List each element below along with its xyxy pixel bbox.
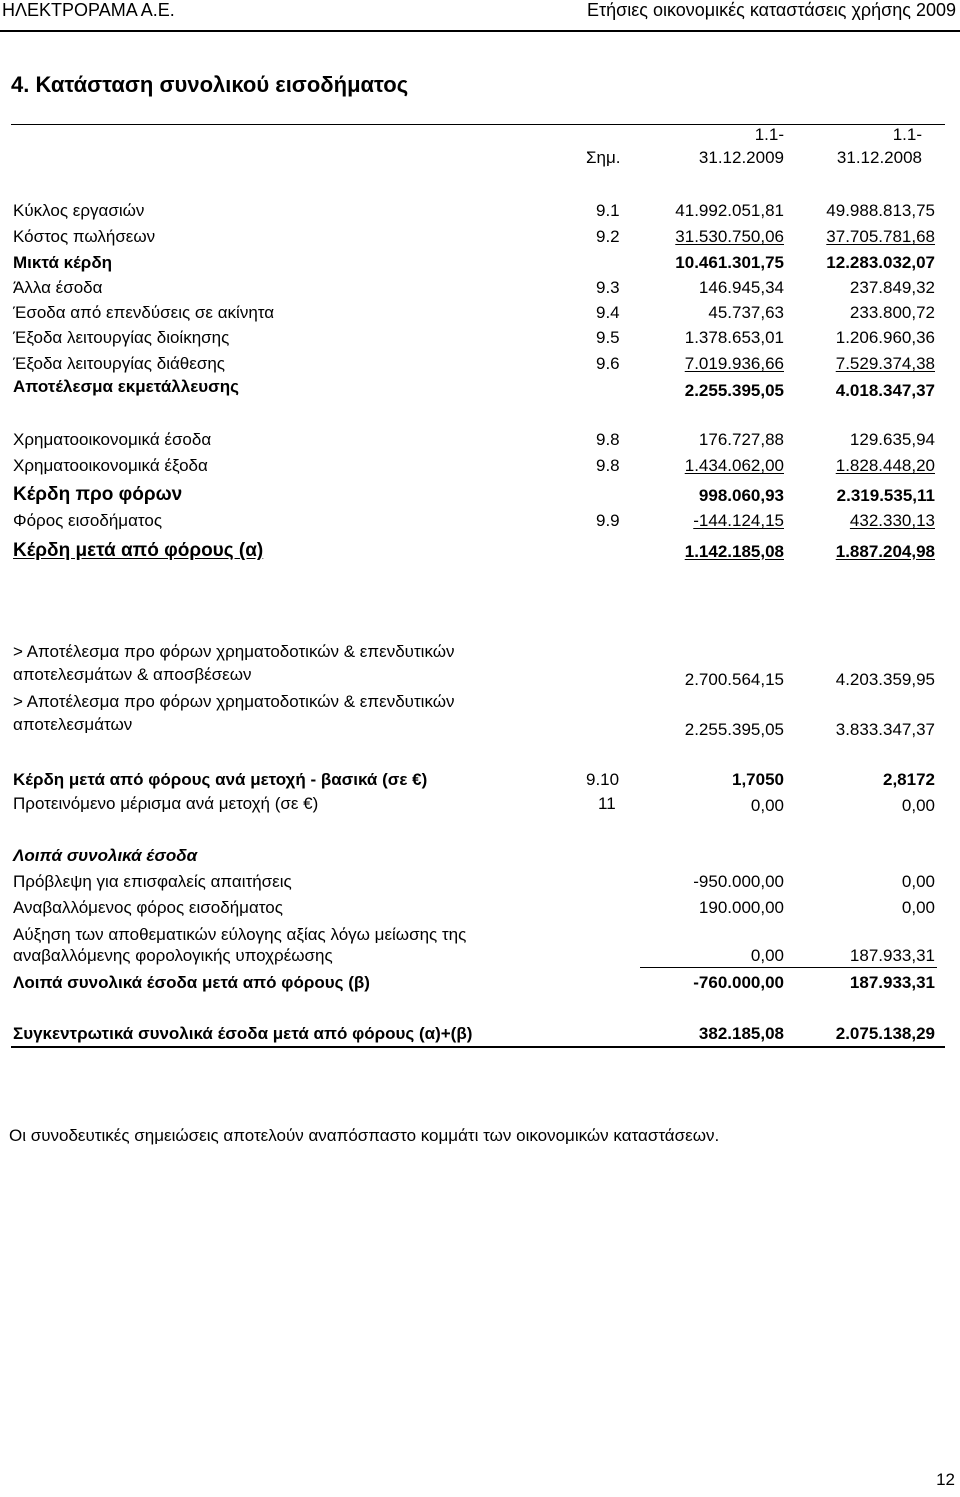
row-note: 9.5: [596, 328, 620, 347]
oci-subtotal-rule: [640, 967, 937, 968]
row-label: Κόστος πωλήσεων: [13, 227, 156, 246]
row-note: 9.6: [596, 354, 620, 373]
grand-total-2009: 382.185,08: [698, 1024, 784, 1043]
oci-row-value-2009: 190.000,00: [698, 898, 784, 917]
row-note: 9.8: [596, 430, 620, 449]
ebit-value-2008: 3.833.347,37: [835, 720, 935, 739]
row-value-2009: 146.945,34: [698, 278, 784, 297]
row-value-2009: 998.060,93: [698, 486, 784, 505]
report-title: Ετήσιες οικονομικές καταστάσεις χρήσης 2009: [587, 0, 956, 20]
row-note: 9.9: [596, 511, 620, 530]
row-value-2009: 31.530.750,06: [675, 227, 784, 246]
dividend-value-2009: 0,00: [750, 796, 784, 815]
row-value-2009: -144.124,15: [693, 511, 784, 530]
row-label: Χρηματοοικονομικά έσοδα: [13, 430, 212, 449]
grand-total-2008: 2.075.138,29: [835, 1024, 935, 1043]
row-value-2008: 7.529.374,38: [835, 354, 935, 373]
row-value-2008: 2.319.535,11: [836, 486, 935, 505]
row-label: Έσοδα από επενδύσεις σε ακίνητα: [13, 303, 275, 322]
col-2008-header-line2: 31.12.2008: [836, 148, 922, 167]
row-label: Κέρδη μετά από φόρους (α): [13, 540, 264, 561]
eps-note: 9.10: [586, 770, 620, 789]
row-value-2008: 233.800,72: [849, 303, 935, 322]
dividend-label: Προτεινόμενο μέρισμα ανά μετοχή (σε €): [13, 794, 319, 813]
oci-row-label-line1: Αύξηση των αποθεματικών εύλογης αξίας λόγω μείωσης της: [13, 925, 467, 944]
row-value-2008: 49.988.813,75: [826, 201, 935, 220]
row-value-2009: 10.461.301,75: [675, 253, 784, 272]
row-value-2009: 41.992.051,81: [675, 201, 784, 220]
row-note: 9.8: [596, 456, 620, 475]
col-note-header: Σημ.: [586, 148, 621, 167]
row-label: Αποτέλεσμα εκμετάλλευσης: [13, 377, 240, 396]
col-2008-header-line1: 1.1-: [892, 125, 922, 144]
row-note: 9.4: [596, 303, 620, 322]
oci-row-value-2008: 0,00: [901, 898, 935, 917]
row-value-2009: 176.727,88: [698, 430, 784, 449]
eps-value-2009: 1,7050: [732, 770, 784, 789]
dividend-value-2008: 0,00: [901, 796, 935, 815]
ebit-label-line2: αποτελεσμάτων: [13, 715, 133, 734]
ebitda-label-line2: αποτελεσμάτων & αποσβέσεων: [13, 665, 252, 684]
row-value-2009: 1.378.653,01: [684, 328, 784, 347]
row-value-2008: 129.635,94: [849, 430, 935, 449]
row-label: Κέρδη προ φόρων: [13, 484, 183, 505]
row-note: 9.2: [596, 227, 620, 246]
grand-total-rule: [11, 1046, 945, 1048]
row-note: 9.1: [596, 201, 620, 220]
oci-row-value-2008: 187.933,31: [849, 946, 935, 965]
row-label: Φόρος εισοδήματος: [13, 511, 163, 530]
row-value-2008: 37.705.781,68: [826, 227, 935, 246]
oci-row-label: Αναβαλλόμενος φόρος εισοδήματος: [13, 898, 283, 917]
oci-title: Λοιπά συνολικά έσοδα: [13, 846, 198, 865]
oci-total-label: Λοιπά συνολικά έσοδα μετά από φόρους (β): [13, 973, 370, 992]
row-label: Κύκλος εργασιών: [13, 201, 145, 220]
oci-total-2009: -760.000,00: [693, 973, 784, 992]
ebitda-label-line1: > Αποτέλεσμα προ φόρων χρηματοδοτικών & επενδυτικών: [13, 642, 455, 661]
page-number: 12: [936, 1470, 955, 1489]
footnote: Οι συνοδευτικές σημειώσεις αποτελούν αναπόσπαστο κομμάτι των οικονομικών καταστάσεων.: [9, 1126, 720, 1145]
row-value-2009: 1.142.185,08: [684, 542, 784, 561]
oci-total-2008: 187.933,31: [849, 973, 935, 992]
header-rule: [0, 30, 960, 32]
col-2009-header-line2: 31.12.2009: [698, 148, 784, 167]
oci-row-value-2009: 0,00: [750, 946, 784, 965]
ebit-value-2009: 2.255.395,05: [684, 720, 784, 739]
row-value-2009: 2.255.395,05: [684, 381, 784, 400]
row-value-2009: 1.434.062,00: [684, 456, 784, 475]
row-label: Έξοδα λειτουργίας διάθεσης: [13, 354, 225, 373]
oci-row-label-line2: αναβαλλόμενης φορολογικής υποχρέωσης: [13, 946, 333, 965]
dividend-note: 11: [598, 794, 616, 813]
row-value-2008: 12.283.032,07: [826, 253, 935, 272]
ebitda-value-2008: 4.203.359,95: [835, 670, 935, 689]
row-label: Έξοδα λειτουργίας διοίκησης: [13, 328, 230, 347]
section-title: 4. Κατάσταση συνολικού εισοδήματος: [11, 72, 409, 97]
row-label: Χρηματοοικονομικά έξοδα: [13, 456, 208, 475]
company-name: ΗΛΕΚΤΡΟΡΑΜΑ Α.Ε.: [2, 0, 175, 20]
grand-total-label: Συγκεντρωτικά συνολικά έσοδα μετά από φόρους (α)+(β): [13, 1024, 473, 1043]
row-value-2009: 7.019.936,66: [684, 354, 784, 373]
row-value-2009: 45.737,63: [708, 303, 784, 322]
oci-row-value-2009: -950.000,00: [693, 872, 784, 891]
row-value-2008: 1.887.204,98: [835, 542, 935, 561]
row-note: 9.3: [596, 278, 620, 297]
ebitda-value-2009: 2.700.564,15: [684, 670, 784, 689]
row-label: Μικτά κέρδη: [13, 253, 113, 272]
col-2009-header-line1: 1.1-: [754, 125, 784, 144]
row-value-2008: 1.828.448,20: [835, 456, 935, 475]
row-value-2008: 4.018.347,37: [835, 381, 935, 400]
row-value-2008: 1.206.960,36: [835, 328, 935, 347]
eps-value-2008: 2,8172: [883, 770, 935, 789]
section-rule: [11, 124, 945, 125]
oci-row-value-2008: 0,00: [901, 872, 935, 891]
row-value-2008: 237.849,32: [849, 278, 935, 297]
ebit-label-line1: > Αποτέλεσμα προ φόρων χρηματοδοτικών & επενδυτικών: [13, 692, 455, 711]
oci-row-label: Πρόβλεψη για επισφαλείς απαιτήσεις: [13, 872, 292, 891]
row-label: Άλλα έσοδα: [13, 278, 103, 297]
row-value-2008: 432.330,13: [849, 511, 935, 530]
eps-label: Κέρδη μετά από φόρους ανά μετοχή - βασικά (σε €): [13, 770, 428, 789]
